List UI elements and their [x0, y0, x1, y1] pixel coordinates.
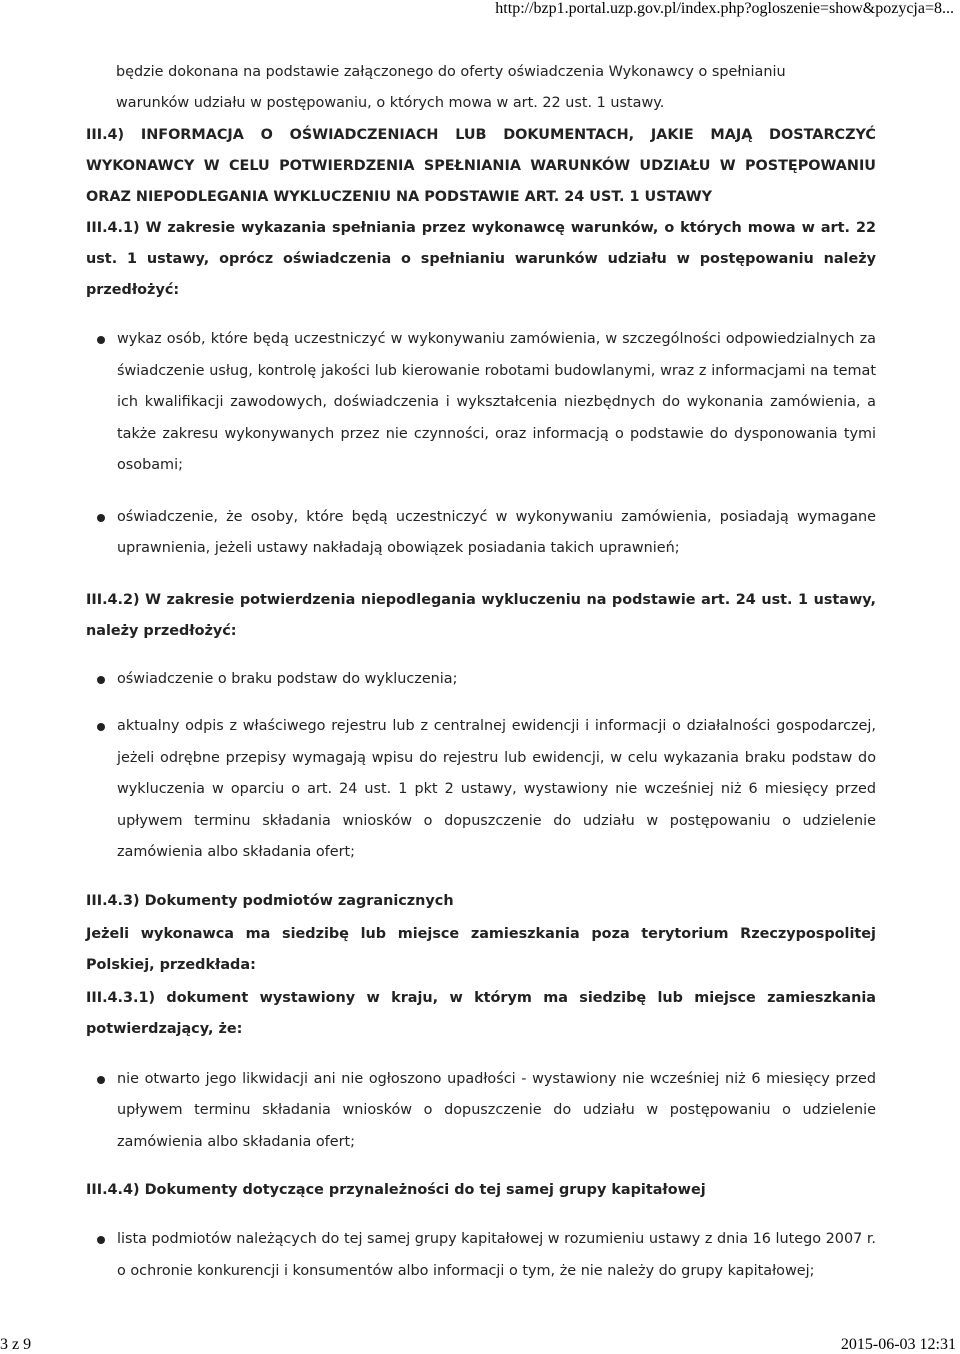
section-III-4-3-1-list: [86, 1064, 876, 1159]
list-item: [86, 664, 876, 696]
bullet-icon: [97, 676, 105, 684]
section-III-4-2-list: [86, 664, 876, 869]
section-III-4-3-heading: III.4.3) Dokumenty podmiotów zagranicznych: [86, 892, 454, 909]
list-item: [86, 1064, 876, 1159]
section-III-4-4-heading: III.4.4) Dokumenty dotyczące przynależności do tej samej grupy kapitałowej: [86, 1182, 706, 1198]
list-item-text: wykaz osób, które będą uczestniczyć w wykonywaniu zamówienia, w szczególności odpowiedzialnych za świadczenie usług, kontrolę jakości lub kierowanie robotami budowlanymi, wraz z informacjami na temat ich kwalifikacji zawodowych, doświadczenia i wykształcenia niezbędnych do wykonania zamówienia, a także zakresu wykonywanych przez nie czynności, oraz informacją o podstawie do dysponowania tymi osobami;: [117, 331, 876, 473]
section-III-4-1-heading: III.4.1) W zakresie wykazania spełniania przez wykonawcę warunków, o których mowa w art. 22 ust. 1 ustawy, oprócz oświadczenia o spełnianiu warunków udziału w postępowaniu należy przedłożyć:: [86, 220, 876, 298]
page-number: 3 z 9: [0, 1336, 32, 1353]
list-item: [86, 1224, 876, 1287]
document-body: [86, 57, 876, 1287]
list-item: [86, 324, 876, 482]
list-item: [86, 711, 876, 869]
bullet-icon: [97, 1076, 105, 1084]
list-item-text: lista podmiotów należących do tej samej grupy kapitałowej w rozumieniu ustawy z dnia 16 lutego 2007 r. o ochronie konkurencji i konsumentów albo informacji o tym, że nie należy do grupy kapitałowej;: [117, 1231, 876, 1279]
intro-line-1: będzie dokonana na podstawie załączonego do oferty oświadczenia Wykonawcy o spełnianiu: [116, 64, 786, 80]
section-III-4-heading: III.4) INFORMACJA O OŚWIADCZENIACH LUB DOKUMENTACH, JAKIE MAJĄ DOSTARCZYĆ WYKONAWCY W CELU POTWIERDZENIA SPEŁNIANIA WARUNKÓW UDZIAŁU W POSTĘPOWANIU ORAZ NIEPODLEGANIA WYKLUCZENIU NA PODSTAWIE ART. 24 UST. 1 USTAWY: [86, 127, 876, 205]
print-datetime: 2015-06-03 12:31: [840, 1336, 956, 1353]
bullet-icon: [97, 336, 105, 344]
section-III-4-1-list: [86, 324, 876, 565]
page-url: http://bzp1.portal.uzp.gov.pl/index.php?ogloszenie=show&pozycja=8...: [495, 0, 954, 17]
section-III-4-4-list: [86, 1224, 876, 1287]
list-item: [86, 502, 876, 565]
list-item-text: nie otwarto jego likwidacji ani nie ogłoszono upadłości - wystawiony nie wcześniej niż 6 miesięcy przed upływem terminu składania wniosków o dopuszczenie do udziału w postępowaniu o udzielenie zamówienia albo składania ofert;: [117, 1070, 876, 1150]
bullet-icon: [97, 1236, 105, 1244]
list-item-text: aktualny odpis z właściwego rejestru lub z centralnej ewidencji i informacji o działalności gospodarczej, jeżeli odrębne przepisy wymagają wpisu do rejestru lub ewidencji, w celu wykazania braku podstaw do wykluczenia w oparciu o art. 24 ust. 1 pkt 2 ustawy, wystawiony nie wcześniej niż 6 miesięcy przed upływem terminu składania wniosków o dopuszczenie do udziału w postępowaniu o udzielenie zamówienia albo składania ofert;: [117, 718, 876, 860]
list-item-text: oświadczenie, że osoby, które będą uczestniczyć w wykonywaniu zamówienia, posiadają wymagane uprawnienia, jeżeli ustawy nakładają obowiązek posiadania takich uprawnień;: [117, 508, 876, 556]
section-III-4-3-subheading: Jeżeli wykonawca ma siedzibę lub miejsce zamieszkania poza terytorium Rzeczypospolitej Polskiej, przedkłada:: [86, 925, 876, 973]
bullet-icon: [97, 514, 105, 522]
section-III-4-3-1-heading: III.4.3.1) dokument wystawiony w kraju, w którym ma siedzibę lub miejsce zamieszkania potwierdzający, że:: [86, 989, 876, 1037]
bullet-icon: [97, 723, 105, 731]
list-item-text: oświadczenie o braku podstaw do wykluczenia;: [117, 670, 458, 687]
section-III-4-2-heading: III.4.2) W zakresie potwierdzenia niepodlegania wykluczeniu na podstawie art. 24 ust. 1 ustawy, należy przedłożyć:: [86, 591, 876, 639]
intro-line-2: warunków udziału w postępowaniu, o których mowa w art. 22 ust. 1 ustawy.: [116, 95, 665, 111]
